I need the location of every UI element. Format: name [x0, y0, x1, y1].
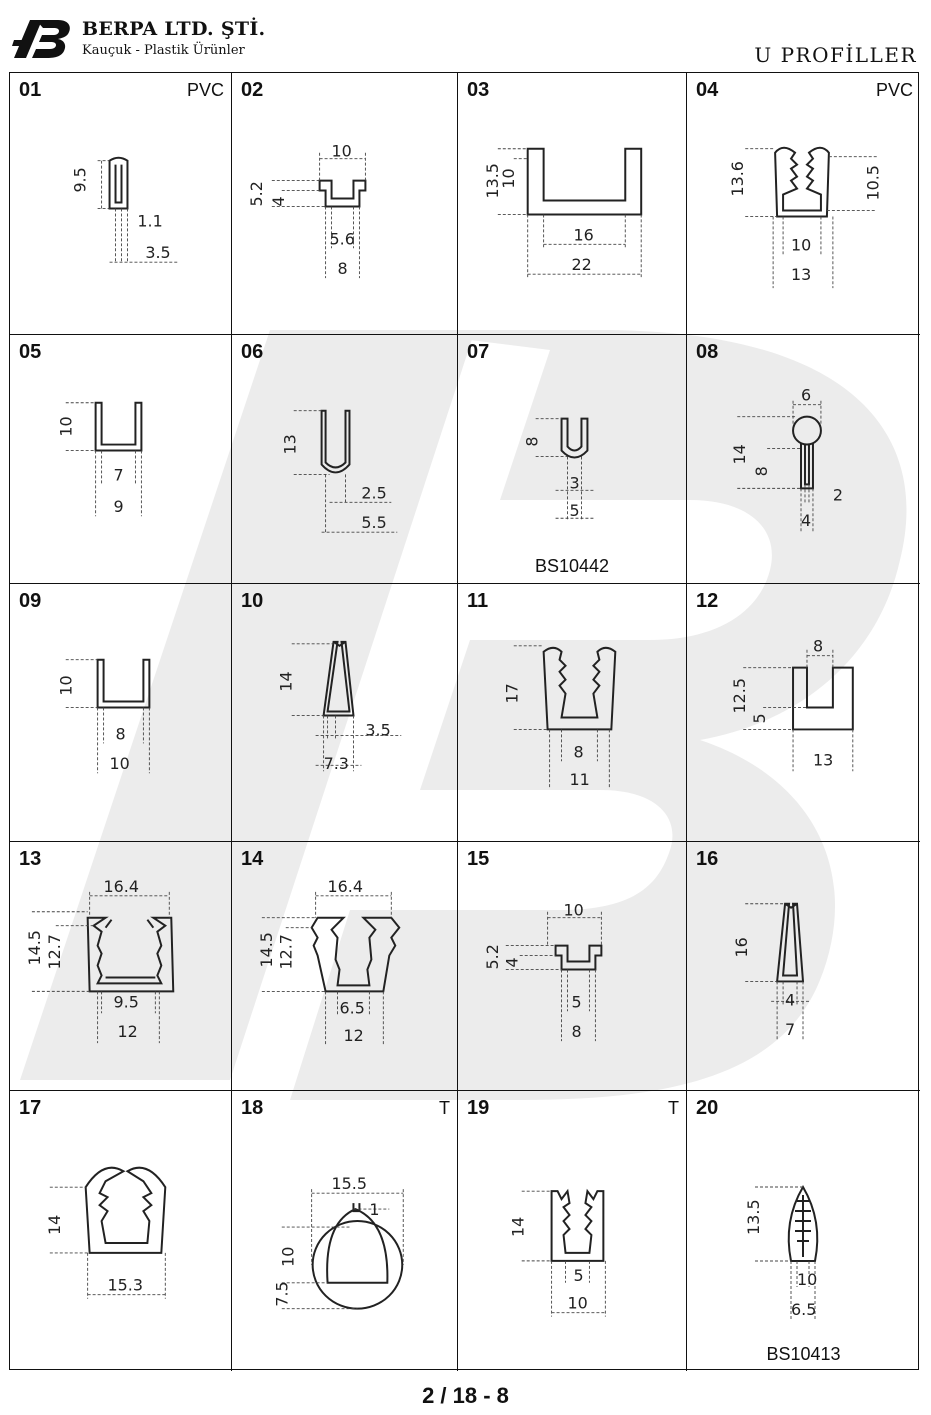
profile-cell-09: [10, 584, 232, 842]
dim-label: 8: [573, 742, 584, 762]
dim-label: 4: [785, 990, 796, 1010]
dim-label: 8: [752, 466, 772, 477]
dim-label: 7.3: [323, 754, 349, 774]
dim-label: 10: [109, 754, 130, 774]
profile-drawing: [10, 584, 231, 841]
dim-label: 12.5: [730, 678, 750, 714]
dim-label: 3: [569, 473, 580, 493]
profile-drawing: [687, 842, 920, 1090]
dim-label: 12: [117, 1022, 138, 1042]
profile-drawing: [232, 584, 457, 841]
profile-material: PVC: [875, 80, 913, 100]
dim-label: 6.5: [339, 998, 365, 1018]
profile-number: 10: [241, 590, 264, 612]
dim-label: 16: [573, 225, 594, 245]
dim-label: 10: [563, 900, 584, 920]
dim-label: 14.5: [256, 932, 276, 968]
dim-label: 10: [567, 1293, 588, 1313]
dim-label: 7: [785, 1020, 796, 1040]
profile-drawing: [10, 73, 231, 334]
profile-cell-03: [458, 73, 687, 335]
dim-label: 16: [732, 937, 752, 958]
dim-label: 13: [791, 265, 812, 285]
profile-cell-10: [232, 584, 458, 842]
dim-label: 5.5: [361, 513, 387, 533]
profile-material: PVC: [186, 80, 224, 100]
dim-label: 10: [56, 675, 76, 696]
dim-label: 5: [569, 501, 580, 521]
company-logo: [12, 18, 74, 60]
profile-number: 08: [696, 341, 719, 363]
dim-label: 1.1: [137, 211, 163, 231]
dim-label: 5.2: [482, 944, 502, 970]
dim-label: 8: [115, 724, 126, 744]
dim-label: 10: [791, 235, 812, 255]
dim-label: 8: [337, 259, 348, 279]
dim-label: 13.6: [728, 161, 748, 197]
profile-drawing: [458, 1091, 686, 1371]
dim-label: 13: [280, 434, 300, 455]
company-name: BERPA LTD. ŞTİ.: [82, 18, 266, 40]
profile-drawing: [687, 1091, 920, 1371]
profile-cell-11: [458, 584, 687, 842]
dim-label: 16.4: [103, 876, 139, 896]
profile-cell-20: [687, 1091, 920, 1371]
profile-number: 13: [19, 848, 42, 870]
dim-label: 13: [812, 750, 834, 770]
dim-label: 2.5: [361, 483, 387, 503]
profile-number: 20: [696, 1097, 719, 1119]
profile-number: 07: [467, 341, 490, 363]
page-title: U PROFİLLER: [754, 43, 917, 67]
profile-drawing: [687, 335, 920, 583]
dim-label: 13.5: [744, 1199, 763, 1235]
dim-label: 4: [268, 196, 288, 207]
dim-label: 10: [498, 168, 518, 189]
profile-cell-05: [10, 335, 232, 584]
dim-label: 9: [113, 497, 124, 517]
dim-label: 7.5: [272, 1281, 292, 1307]
profile-number: 01: [19, 79, 42, 101]
page-number: 2 / 18 - 8: [422, 1383, 509, 1408]
company-subtitle: Kauçuk - Plastik Ürünler: [82, 43, 245, 58]
dim-label: 12.7: [44, 934, 64, 970]
dim-label: 10: [797, 1270, 818, 1289]
profile-number: 15: [467, 848, 490, 870]
dim-label: 17: [502, 683, 522, 704]
profile-drawing: [10, 1091, 231, 1371]
profile-drawing: [10, 842, 231, 1090]
profile-cell-19: [458, 1091, 687, 1371]
profile-number: 12: [696, 590, 719, 612]
profile-number: 16: [696, 848, 719, 870]
profile-cell-18: [232, 1091, 458, 1371]
dim-label: 5: [750, 713, 770, 724]
dim-label: 5: [573, 1265, 584, 1285]
profile-number: 18: [241, 1097, 264, 1119]
dim-label: 15.5: [331, 1174, 367, 1194]
profile-cell-08: [687, 335, 920, 584]
profile-number: 04: [696, 79, 719, 101]
profile-cell-13: [10, 842, 232, 1091]
dim-label: 10: [56, 416, 76, 437]
dim-label: 4: [801, 511, 812, 531]
profile-drawing: [232, 335, 457, 583]
dim-label: 14: [276, 671, 296, 692]
dim-label: 10.5: [863, 165, 883, 201]
profile-drawing: [10, 335, 231, 583]
dim-label: 3.5: [365, 720, 391, 740]
profile-drawing: [232, 842, 457, 1090]
profile-number: 09: [19, 590, 42, 612]
profile-number: 03: [467, 79, 490, 101]
profile-code: BS10413: [766, 1344, 841, 1364]
dim-label: 14: [730, 444, 750, 465]
profile-drawing: [232, 1091, 457, 1371]
profile-cell-04: [687, 73, 920, 335]
dim-label: 4: [502, 957, 522, 968]
dim-label: 9.5: [113, 992, 139, 1012]
dim-label: 12.7: [276, 934, 296, 970]
dim-label: 11: [569, 770, 590, 790]
dim-label: 3.5: [145, 243, 171, 263]
dim-label: 12: [343, 1026, 364, 1046]
profile-cell-07: [458, 335, 687, 584]
profile-number: 19: [467, 1097, 490, 1119]
profile-grid: [9, 72, 919, 1370]
profile-code: BS10442: [534, 556, 610, 576]
profile-number: 02: [241, 79, 264, 101]
profile-drawing: [232, 73, 457, 334]
profile-drawing: [458, 584, 686, 841]
dim-label: 8: [522, 436, 542, 447]
dim-label: 14.5: [24, 930, 44, 966]
profile-number: 06: [241, 341, 264, 363]
dim-label: 16.4: [327, 876, 363, 896]
dim-label: 7: [113, 465, 124, 485]
profile-cell-14: [232, 842, 458, 1091]
dim-label: 13.5: [482, 163, 502, 199]
dim-label: 5: [571, 992, 582, 1012]
profile-number: 17: [19, 1097, 42, 1119]
profile-cell-06: [232, 335, 458, 584]
profile-drawing: [458, 335, 686, 583]
profile-number: 14: [241, 848, 264, 870]
profile-cell-02: [232, 73, 458, 335]
dim-label: 22: [571, 255, 592, 275]
profile-cell-01: [10, 73, 232, 335]
dim-label: 9.5: [70, 167, 90, 193]
dim-label: 15.3: [107, 1275, 143, 1295]
dim-label: 6.5: [791, 1300, 817, 1319]
page-header: [0, 0, 931, 72]
dim-label: 14: [44, 1214, 64, 1235]
profile-drawing: [687, 73, 920, 334]
dim-label: 1: [369, 1200, 380, 1220]
dim-label: 6: [801, 385, 812, 405]
dim-label: 2: [832, 485, 844, 505]
dim-label: 10: [331, 141, 352, 161]
profile-cell-17: [10, 1091, 232, 1371]
profile-material: T: [668, 1098, 679, 1118]
profile-cell-15: [458, 842, 687, 1091]
profile-drawing: [458, 842, 686, 1090]
profile-drawing: [458, 73, 686, 334]
profile-cell-16: [687, 842, 920, 1091]
profile-number: 05: [19, 341, 42, 363]
profile-drawing: [687, 584, 920, 841]
dim-label: 8: [812, 636, 824, 656]
profile-material: T: [439, 1098, 450, 1118]
dim-label: 5.6: [329, 229, 355, 249]
profile-number: 11: [467, 590, 489, 612]
dim-label: 5.2: [246, 181, 266, 207]
profile-cell-12: [687, 584, 920, 842]
dim-label: 10: [278, 1246, 298, 1267]
dim-label: 8: [571, 1022, 582, 1042]
dim-label: 14: [508, 1216, 528, 1237]
